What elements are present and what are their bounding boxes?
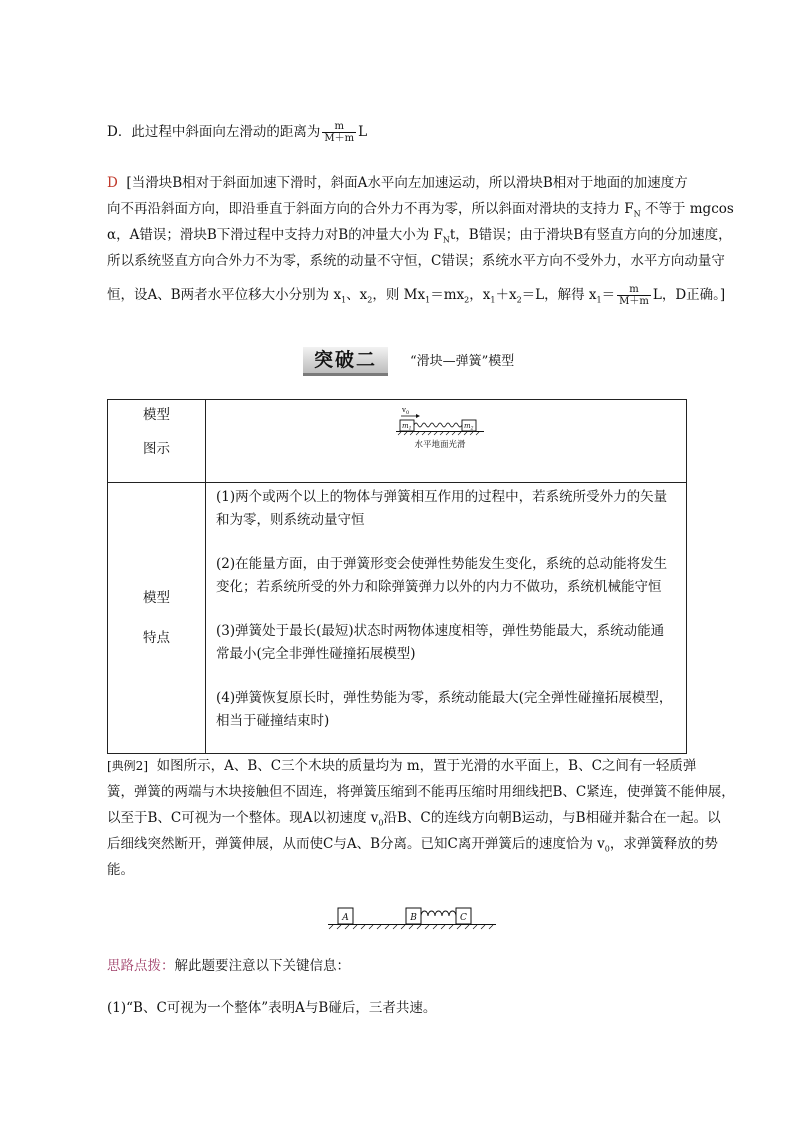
spring-coils [421, 911, 456, 916]
feature-3: (3)弹簧处于最长(最短)状态时两物体速度相等，弹性势能最大，系统动能通 常最小(完全非弹性碰撞拓展模型) [216, 623, 665, 662]
spring-block-figure [396, 405, 496, 455]
option-d-prefix: D．此过程中斜面向左滑动的距离为 [107, 124, 321, 140]
model-table [107, 399, 687, 754]
hint-line [107, 956, 350, 976]
m2-label: $m_2$ [464, 422, 474, 432]
figure-cell [206, 400, 687, 483]
feature-2: (2)在能量方面，由于弹簧形变会使弹性势能发生变化，系统的总动能将发生 变化；若系统所受的外力和除弹簧弹力以外的内力不做功，系统机械能守恒 [216, 556, 668, 595]
option-d [107, 120, 367, 144]
figure-caption: 水平地面光滑 [414, 440, 466, 450]
row-label-figure: 模型 图示 [108, 400, 206, 483]
hint-text: 解此题要注意以下关键信息： [174, 958, 350, 974]
example-line-1: [典例2] 如图所示，A、B、C三个木块的质量均为 m，置于光滑的水平面上，B、C之间有一轻质弹 [107, 758, 697, 774]
spring [414, 423, 462, 427]
m1-label: $m_1$ [402, 422, 412, 432]
v0-label: $v_0$ [402, 406, 410, 416]
answer-line-5: 恒，设A、B两者水平位移大小分别为 $x_1$、$x_2$，则 $Mx_1=mx_2$，$x_1+x_2=L$，解得 $x_1=$ $\frac{m}{M+m}$ L，D正确。] [107, 284, 726, 307]
answer-line-1: D [当滑块B相对于斜面加速下滑时，斜面A水平向左加速运动，所以滑块B相对于地面的加速度方 [107, 175, 688, 191]
ground-hatch [329, 925, 493, 929]
answer-letter: D [107, 175, 118, 191]
example-line-4: 后细线突然断开，弹簧伸展，从而使C与A、B分离。已知C离开弹簧后的速度恰为 $v_0$，求弹簧释放的势 [107, 836, 718, 854]
answer-line-3: α，A错误；滑块B下滑过程中支持力对B的冲量大小为 $F_Nt$，B错误；由于滑块B有竖直方向的分加速度， [107, 227, 732, 245]
feature-1: (1)两个或两个以上的物体与弹簧相互作用的过程中，若系统所受外力的矢量 和为零，则系统动量守恒 [216, 489, 668, 528]
example-tag: [典例2] [107, 759, 148, 773]
answer-line-4: 所以系统竖直方向合外力不为零，系统的动量不守恒，C错误；系统水平方向不受外力，水平方向动量守 [107, 253, 725, 269]
option-d-suffix: L [358, 124, 368, 140]
example-figure [326, 903, 498, 933]
answer-line-2: 向不再沿斜面方向，即沿垂直于斜面方向的合外力不再为零，所以斜面对滑块的支持力 $F_N$ 不等于 mgcos [107, 201, 734, 219]
example-line-3: 以至于B、C可视为一个整体。现A以初速度 $v_0$沿B、C的连线方向朝B运动，与B相碰并黏合在一起。以 [107, 810, 721, 828]
answer-fraction: $\frac{m}{M+m}$ [619, 284, 649, 307]
feature-4: (4)弹簧恢复原长时，弹性势能为零，系统动能最大(完全弹性碰撞拓展模型， 相当于碰撞结束时) [216, 690, 673, 729]
table-row-features [108, 483, 687, 754]
block-c-label: C [460, 913, 467, 923]
section-subtitle: “滑块—弹簧”模型 [410, 354, 515, 369]
example-line-2: 簧，弹簧的两端与木块接触但不固连，将弹簧压缩到不能再压缩时用细线把B、C紧连，使弹簧不能伸展， [107, 784, 735, 800]
option-d-fraction: $\frac{m}{M+m}$ [324, 121, 355, 144]
hint-label: 思路点拨： [107, 958, 175, 974]
features-cell [206, 483, 687, 754]
section-title: 突破二 [303, 347, 388, 376]
table-row-figure [108, 400, 687, 483]
ground-hatch [398, 432, 479, 435]
example-line-5: 能。 [107, 862, 134, 878]
hint-item-1: (1)“B、C可视为一个整体”表明A与B碰后，三者共速。 [107, 1000, 437, 1016]
row-label-features: 模型 特点 [108, 483, 206, 754]
block-a-label: A [342, 913, 349, 923]
block-b-label: B [410, 913, 417, 923]
